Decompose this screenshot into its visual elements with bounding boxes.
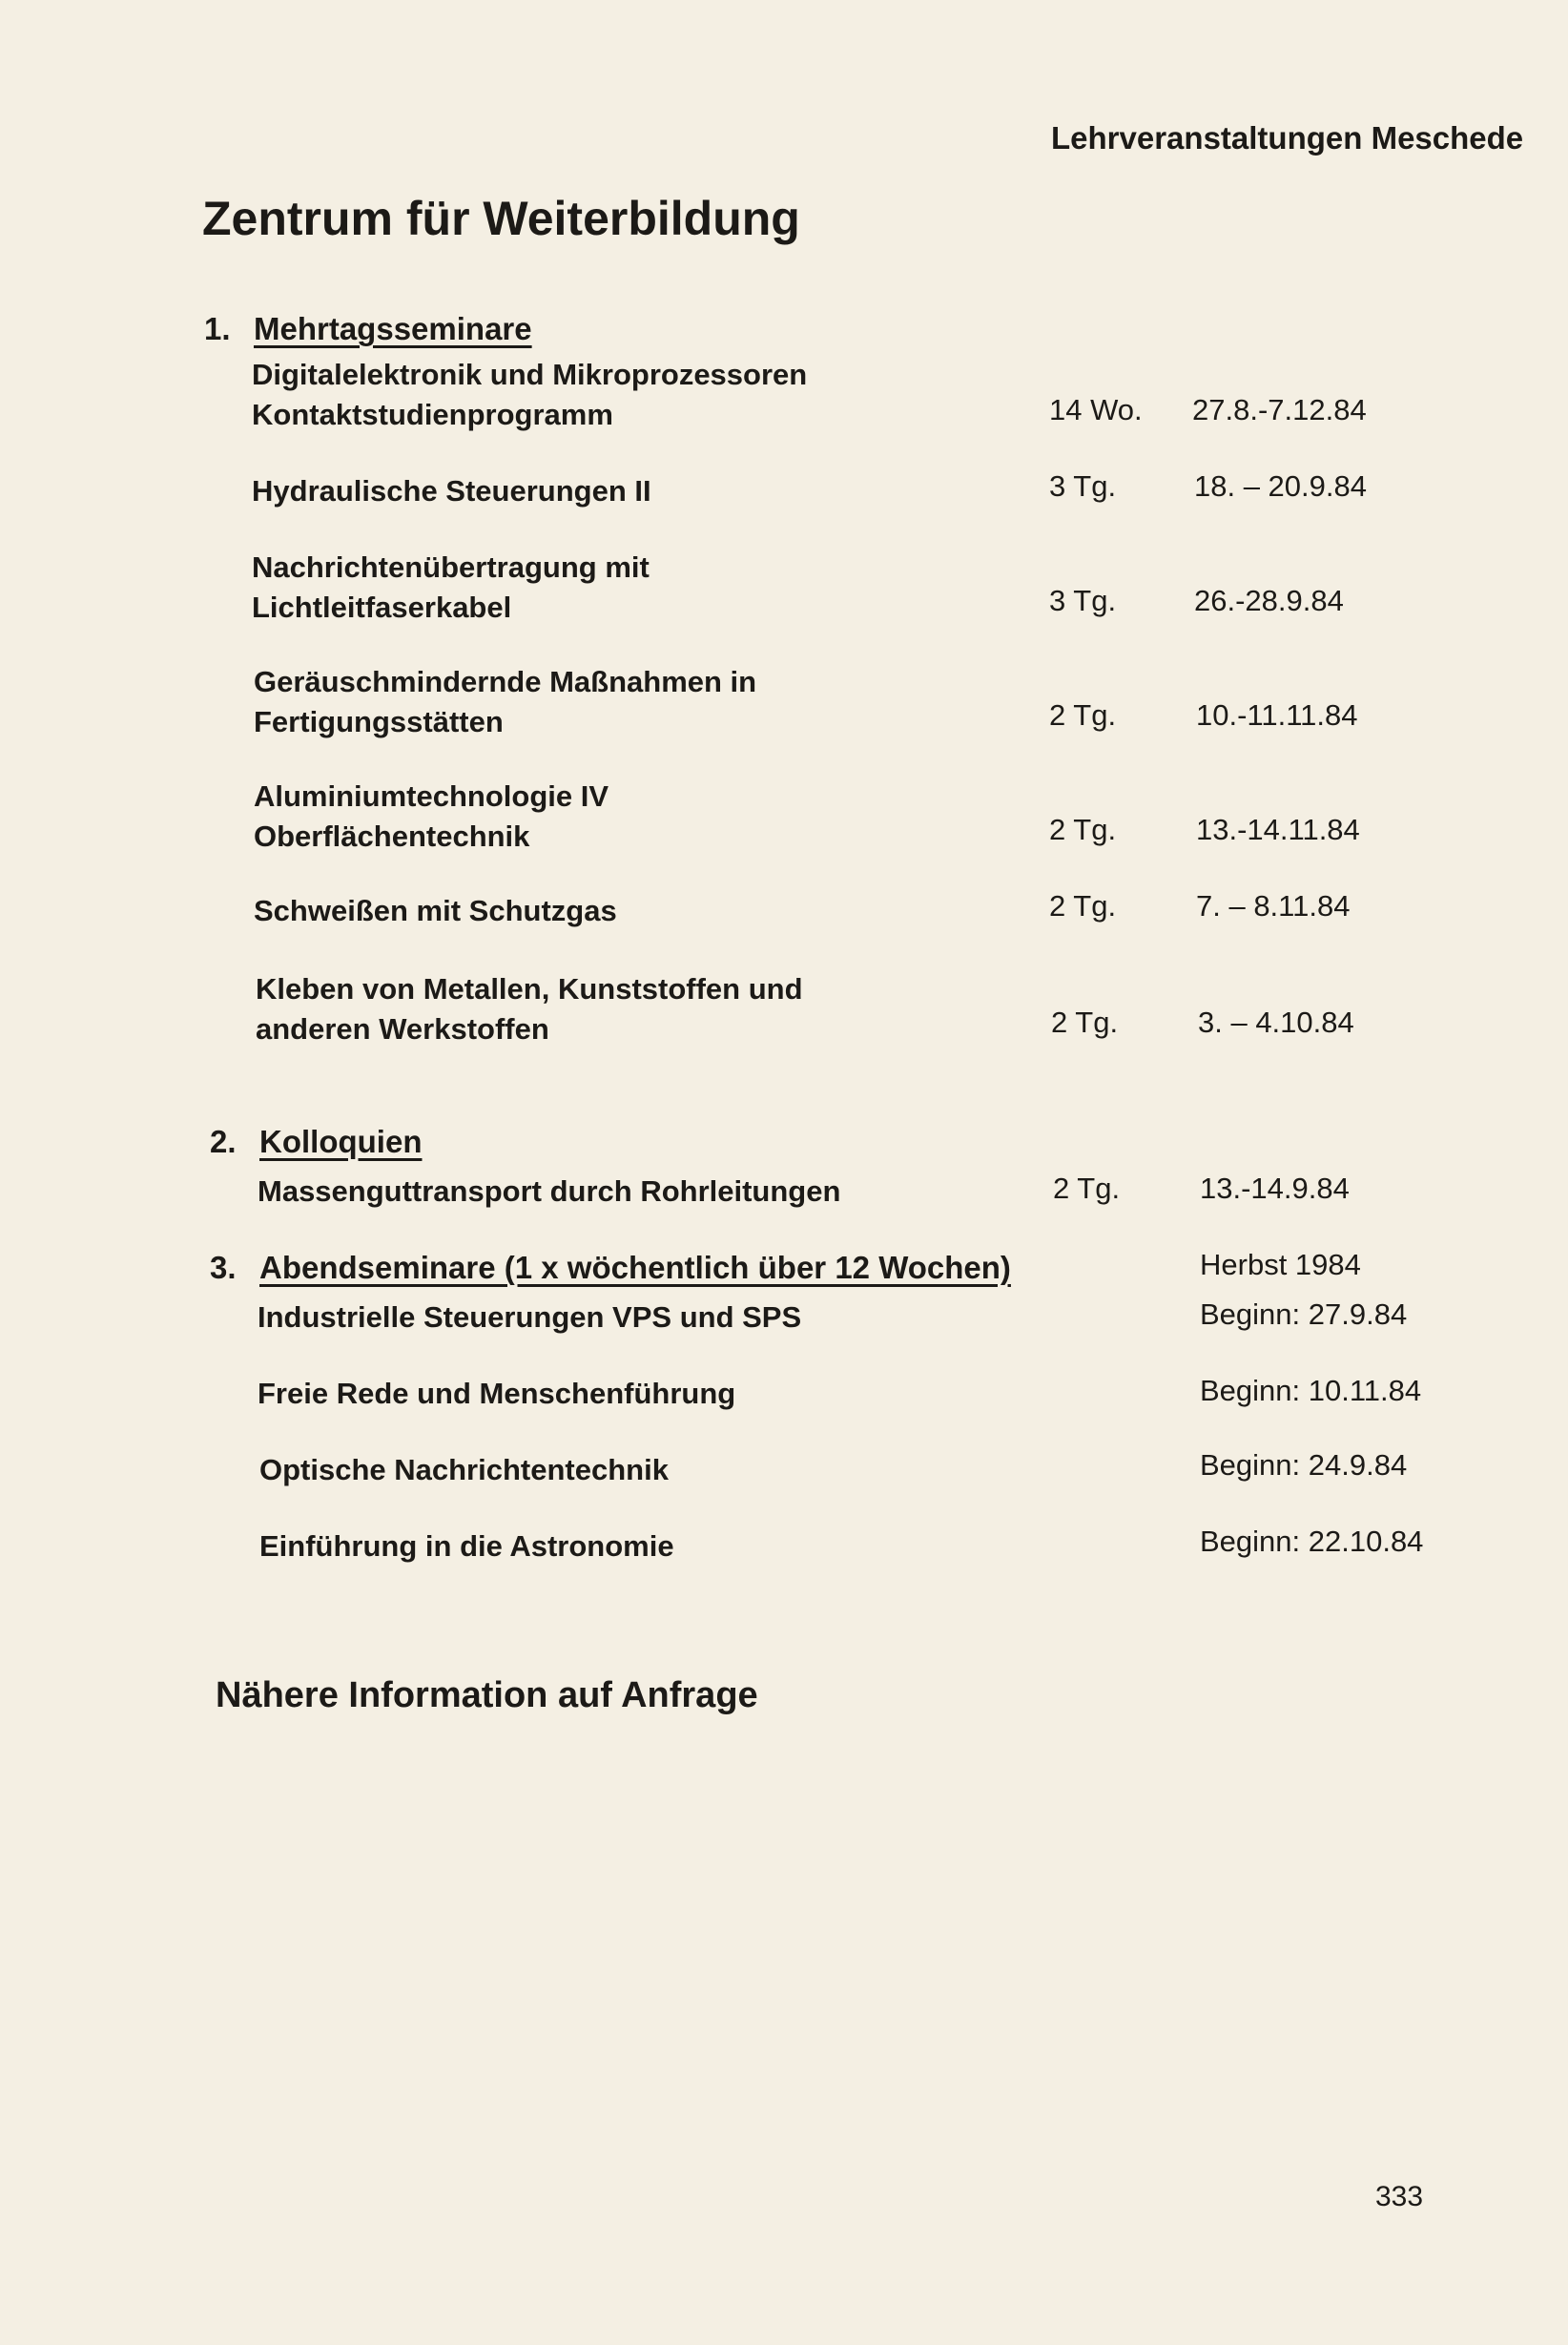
- list-item-title: [258, 1374, 735, 1414]
- section-title: Mehrtagsseminare: [254, 311, 532, 346]
- section-title: Kolloquien: [259, 1124, 423, 1159]
- section-heading-abendseminare: [210, 1250, 1011, 1286]
- list-item-title: [252, 355, 807, 435]
- item-duration: 2 Tg.: [1049, 889, 1117, 923]
- title-line: Optische Nachrichtentechnik: [259, 1453, 669, 1486]
- title-line: anderen Werkstoffen: [256, 1012, 549, 1046]
- item-date: Beginn: 27.9.84: [1200, 1297, 1408, 1331]
- title-line: Fertigungsstätten: [254, 705, 504, 738]
- list-item-title: [252, 548, 650, 628]
- section-title: Abendseminare (1 x wöchentlich über 12 Wochen): [259, 1250, 1011, 1285]
- title-line: Massenguttransport durch Rohrleitungen: [258, 1174, 841, 1208]
- item-duration: 2 Tg.: [1053, 1172, 1121, 1205]
- list-item-title: [259, 1450, 669, 1490]
- item-date: 13.-14.9.84: [1200, 1172, 1350, 1205]
- item-date: 10.-11.11.84: [1196, 698, 1358, 732]
- item-duration: 3 Tg.: [1049, 584, 1117, 617]
- section-note: Herbst 1984: [1200, 1248, 1361, 1281]
- title-line: Aluminiumtechnologie IV: [254, 779, 609, 813]
- item-date: 18. – 20.9.84: [1194, 469, 1367, 503]
- title-line: Schweißen mit Schutzgas: [254, 894, 617, 927]
- title-line: Hydraulische Steuerungen II: [252, 474, 651, 508]
- section-number: 2.: [210, 1124, 237, 1159]
- list-item-title: [258, 1297, 801, 1338]
- item-date: Beginn: 22.10.84: [1200, 1525, 1424, 1558]
- item-date: Beginn: 10.11.84: [1200, 1374, 1422, 1407]
- item-duration: 2 Tg.: [1049, 813, 1117, 846]
- title-line: Digitalelektronik und Mikroprozessoren: [252, 358, 808, 391]
- title-line: Nachrichtenübertragung mit: [252, 550, 650, 584]
- title-line: Oberflächentechnik: [254, 820, 530, 853]
- item-duration: 3 Tg.: [1049, 469, 1117, 503]
- item-duration: 2 Tg.: [1049, 698, 1117, 732]
- page-number: 333: [1375, 2181, 1424, 2212]
- item-date: 13.-14.11.84: [1196, 813, 1360, 846]
- footer-note: Nähere Information auf Anfrage: [216, 1675, 758, 1715]
- page-title: Zentrum für Weiterbildung: [202, 192, 800, 245]
- title-line: Industrielle Steuerungen VPS und SPS: [258, 1300, 802, 1334]
- list-item-title: [254, 891, 617, 931]
- item-date: 7. – 8.11.84: [1196, 889, 1351, 923]
- list-item-title: [252, 471, 651, 511]
- header-location: Lehrveranstaltungen Meschede: [1051, 120, 1524, 156]
- section-heading-mehrtagsseminare: [204, 311, 532, 347]
- section-number: 1.: [204, 311, 231, 346]
- list-item-title: [256, 969, 803, 1049]
- item-duration: 14 Wo.: [1049, 393, 1143, 426]
- section-number: 3.: [210, 1250, 237, 1285]
- item-date: 27.8.-7.12.84: [1192, 393, 1367, 426]
- list-item-title: [258, 1172, 840, 1212]
- list-item-title: [254, 777, 609, 857]
- title-line: Lichtleitfaserkabel: [252, 591, 512, 624]
- list-item-title: [259, 1526, 674, 1567]
- item-date: Beginn: 24.9.84: [1200, 1448, 1408, 1482]
- title-line: Kontaktstudienprogramm: [252, 398, 613, 431]
- title-line: Geräuschmindernde Maßnahmen in: [254, 665, 757, 698]
- list-item-title: [254, 662, 756, 742]
- title-line: Kleben von Metallen, Kunststoffen und: [256, 972, 803, 1006]
- title-line: Freie Rede und Menschenführung: [258, 1377, 736, 1410]
- item-duration: 2 Tg.: [1051, 1006, 1119, 1039]
- item-date: 3. – 4.10.84: [1198, 1006, 1354, 1039]
- section-heading-kolloquien: [210, 1124, 422, 1160]
- title-line: Einführung in die Astronomie: [259, 1529, 674, 1563]
- item-date: 26.-28.9.84: [1194, 584, 1344, 617]
